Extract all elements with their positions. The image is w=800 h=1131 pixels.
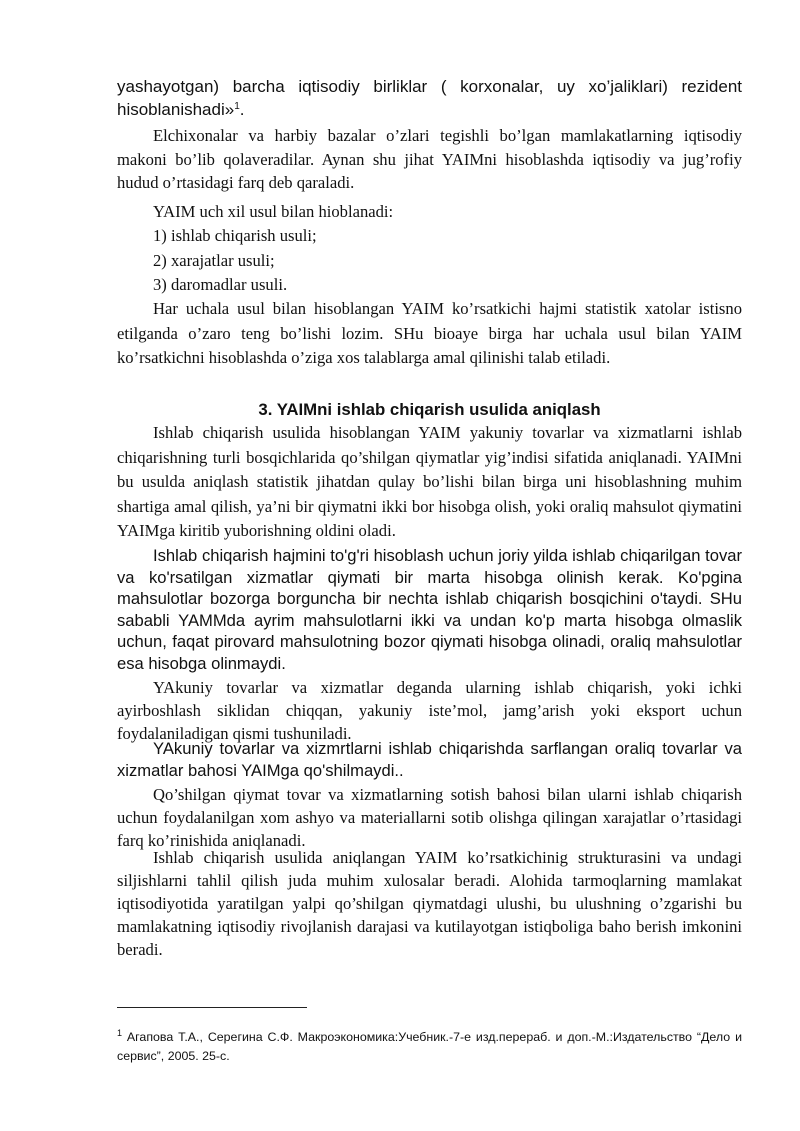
paragraph-text: yashayotgan) barcha iqtisodiy birliklar ( korxonalar, uy xo’jaliklari) rezident hisoblanishadi»: [117, 77, 742, 119]
list-item-income-method: 3) daromadlar usuli.: [153, 275, 288, 294]
footnote-text: Агапова Т.А., Серегина С.Ф. Макроэкономика:Учебник.-7-е изд.перераб. и доп.-М.:Издательство “Дело и сервис”, 2005. 25-с.: [117, 1030, 742, 1063]
footnote-separator: [117, 1007, 307, 1008]
paragraph-production-method: Ishlab chiqarish usulida hisoblangan YAIM yakuniy tovarlar va xizmatlarni ishlab chiqarishning turli bosqichlarida qo’shilgan qiymatlar yig’indisi sifatida aniqlanadi. YAIMni bu usulda aniqlash statistik jihatdan qulay bo’lishi bilan birga uni hisoblashning muhim shartiga amal qilish, ya’ni bir qiymatni ikki bor hisobga olish, yoki oraliq mahsulot qiymatini YAIMga kiritib yuborishning oldini oladi.: [117, 423, 742, 540]
footnote-number: 1: [117, 1028, 123, 1039]
paragraph-intermediate-goods: YAkuniy tovarlar va xizmrtlarni ishlab chiqarishda sarflangan oraliq tovarlar va xizmatlar bahosi YAIMga qo'shilmaydi..: [117, 739, 742, 780]
paragraph-final-goods: YAkuniy tovarlar va xizmatlar deganda ularning ishlab chiqarish, yoki ichki ayirboshlash siklidan chiqqan, yakuniy iste’mol, jamg’arish yoki eksport uchun foydalaniladigan qismi tushuniladi.: [117, 678, 742, 743]
footnote: [117, 1028, 742, 1065]
paragraph-embassies: Elchixonalar va harbiy bazalar o’zlari tegishli bo’lgan mamlakatlarning iqtisodiy makoni bo’lib qolaveradilar. Aynan shu jihat YAIMni hisoblashda iqtisodiy va jug’rofiy hudud o’rtasidagi farq deb qaraladi.: [117, 126, 742, 193]
section-heading: 3. YAIMni ishlab chiqarish usulida aniqlash: [258, 400, 601, 419]
paragraph-methods-intro: YAIM uch xil usul bilan hioblanadi:: [153, 202, 394, 221]
paragraph-methods-equal: Har uchala usul bilan hisoblangan YAIM ko’rsatkichi hajmi statistik xatolar istisno etilganda o’zaro teng bo’lishi lozim. SHu bioaye birga har uchala usul bilan YAIM ko’rsatkichni hisoblashda o’ziga xos talablarga amal qilinishi talab etiladi.: [117, 299, 742, 367]
footnote-reference[interactable]: 1: [234, 101, 240, 112]
list-item-expenditure-method: 2) xarajatlar usuli;: [153, 251, 275, 270]
paragraph-structure-analysis: Ishlab chiqarish usulida aniqlangan YAIM ko’rsatkichinig strukturasini va undagi siljishlarni tahlil qilish juda muhim xulosalar beradi. Alohida tarmoqlarning mamlakat iqtisodiyotida yaratilgan yalpi qo’shilgan qiymatdagi ulushi, bu ulushning o’zgarishi bu mamlakatning iqtisodiy rivojlanish darajasi va kutilayotgan istiqboliga baho berish imkonini beradi.: [117, 848, 742, 959]
paragraph-value-added: Qo’shilgan qiymat tovar va xizmatlarning sotish bahosi bilan ularni ishlab chiqarish uchun foydalanilgan xom ashyo va materiallarni sotib olishga qilingan xarajatlar o’rtasidagi farq ko’rinishida aniqlanadi.: [117, 785, 742, 850]
paragraph-production-volume: Ishlab chiqarish hajmini to'g'ri hisoblash uchun joriy yilda ishlab chiqarilgan tovar va ko'rsatilgan xizmatlar qiymati bir marta hisobga olinish kerak. Ko'pgina mahsulotlar bozorga borguncha bir nechta ishlab chiqarish bosqichini o'taydi. SHu sababli YAMMda ayrim mahsulotlarni ikki va undan ko'p marta hisobga olmaslik uchun, faqat pirovard mahsulotning bozor qiymati hisobga olinadi, oraliq mahsulotlar esa hisobga olinmaydi.: [117, 546, 742, 673]
list-item-production-method: 1) ishlab chiqarish usuli;: [153, 226, 317, 245]
paragraph-end: .: [239, 100, 245, 119]
paragraph-continuation: [117, 75, 742, 121]
